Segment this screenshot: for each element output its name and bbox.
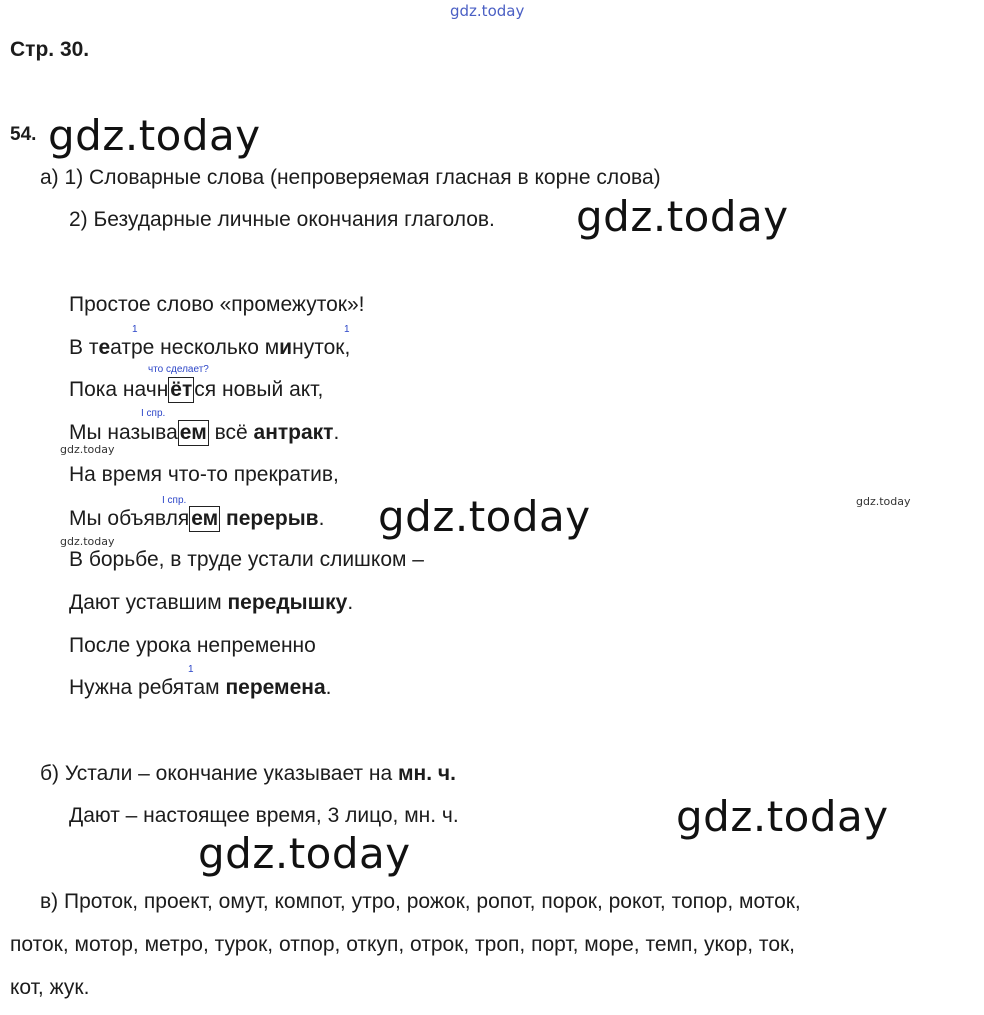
bold-word: антракт [253,421,334,444]
part-b-line-2: Дают – настоящее время, 3 лицо, мн. ч. [69,804,459,827]
poem-line-8: Дают уставшим передышку. [69,591,354,614]
poem-line-7: В борьбе, в труде устали слишком – [69,548,424,571]
page-header: Стр. 30. [10,38,90,61]
exercise-number: 54. [10,124,37,145]
part-a-label: а) [40,166,59,189]
poem-line-10: Нужна ребятам перемена. [69,676,332,699]
part-a-item1 [40,166,661,190]
watermark-4: gdz.today [676,792,889,841]
ending-box: ем [179,421,207,444]
stress-mark-1: 1 [132,324,138,335]
stress-mark-2: 1 [344,324,350,335]
watermark-small-2: gdz.today [856,495,911,508]
conjugation-annotation-2: I спр. [162,495,187,506]
watermark-small-1: gdz.today [60,443,115,456]
poem-line-9: После урока непременно [69,634,316,657]
highlight-letter: и [279,336,293,359]
watermark-2: gdz.today [576,192,789,241]
bold-word: перерыв [226,507,319,530]
conjugation-annotation-1: I спр. [141,408,166,419]
bold-word: перемена [225,676,326,699]
highlight-letter: е [98,336,111,359]
poem-line-5: На время что-то прекратив, [69,463,339,486]
stress-mark-3: 1 [188,664,194,675]
poem-line-6: Мы объявляем перерыв. [69,507,325,530]
poem-line-1: Простое слово «промежуток»! [69,293,365,316]
poem-line-2: В театре несколько минуток, [69,336,351,359]
ending-box: ем [191,507,219,530]
watermark-top: gdz.today [450,2,525,20]
watermark-small-3: gdz.today [60,535,115,548]
watermark-1: gdz.today [48,111,261,160]
part-b-line-1: б) Устали – окончание указывает на мн. ч. [40,762,456,785]
bold-word: мн. ч. [397,762,456,785]
part-v-line-2: поток, мотор, метро, турок, отпор, откуп, отрок, троп, порт, море, темп, укор, ток, [10,933,796,956]
part-v-line-3: кот, жук. [10,976,90,999]
poem-line-3: Пока начнётся новый акт, [69,378,324,401]
poem-line-4: Мы называем всё антракт. [69,421,340,444]
part-a-item1-text: 1) Словарные слова (непроверяемая гласная в корне слова) [64,166,661,189]
part-v-line-1: в) Проток, проект, омут, компот, утро, рожок, ропот, порок, рокот, топор, моток, [40,890,801,913]
ending-box: ёт [170,378,193,401]
part-a-item2: 2) Безударные личные окончания глаголов. [69,208,495,231]
question-annotation: что сделает? [148,364,209,375]
watermark-5: gdz.today [198,829,411,878]
bold-word: передышку [227,591,348,614]
watermark-3: gdz.today [378,492,591,541]
